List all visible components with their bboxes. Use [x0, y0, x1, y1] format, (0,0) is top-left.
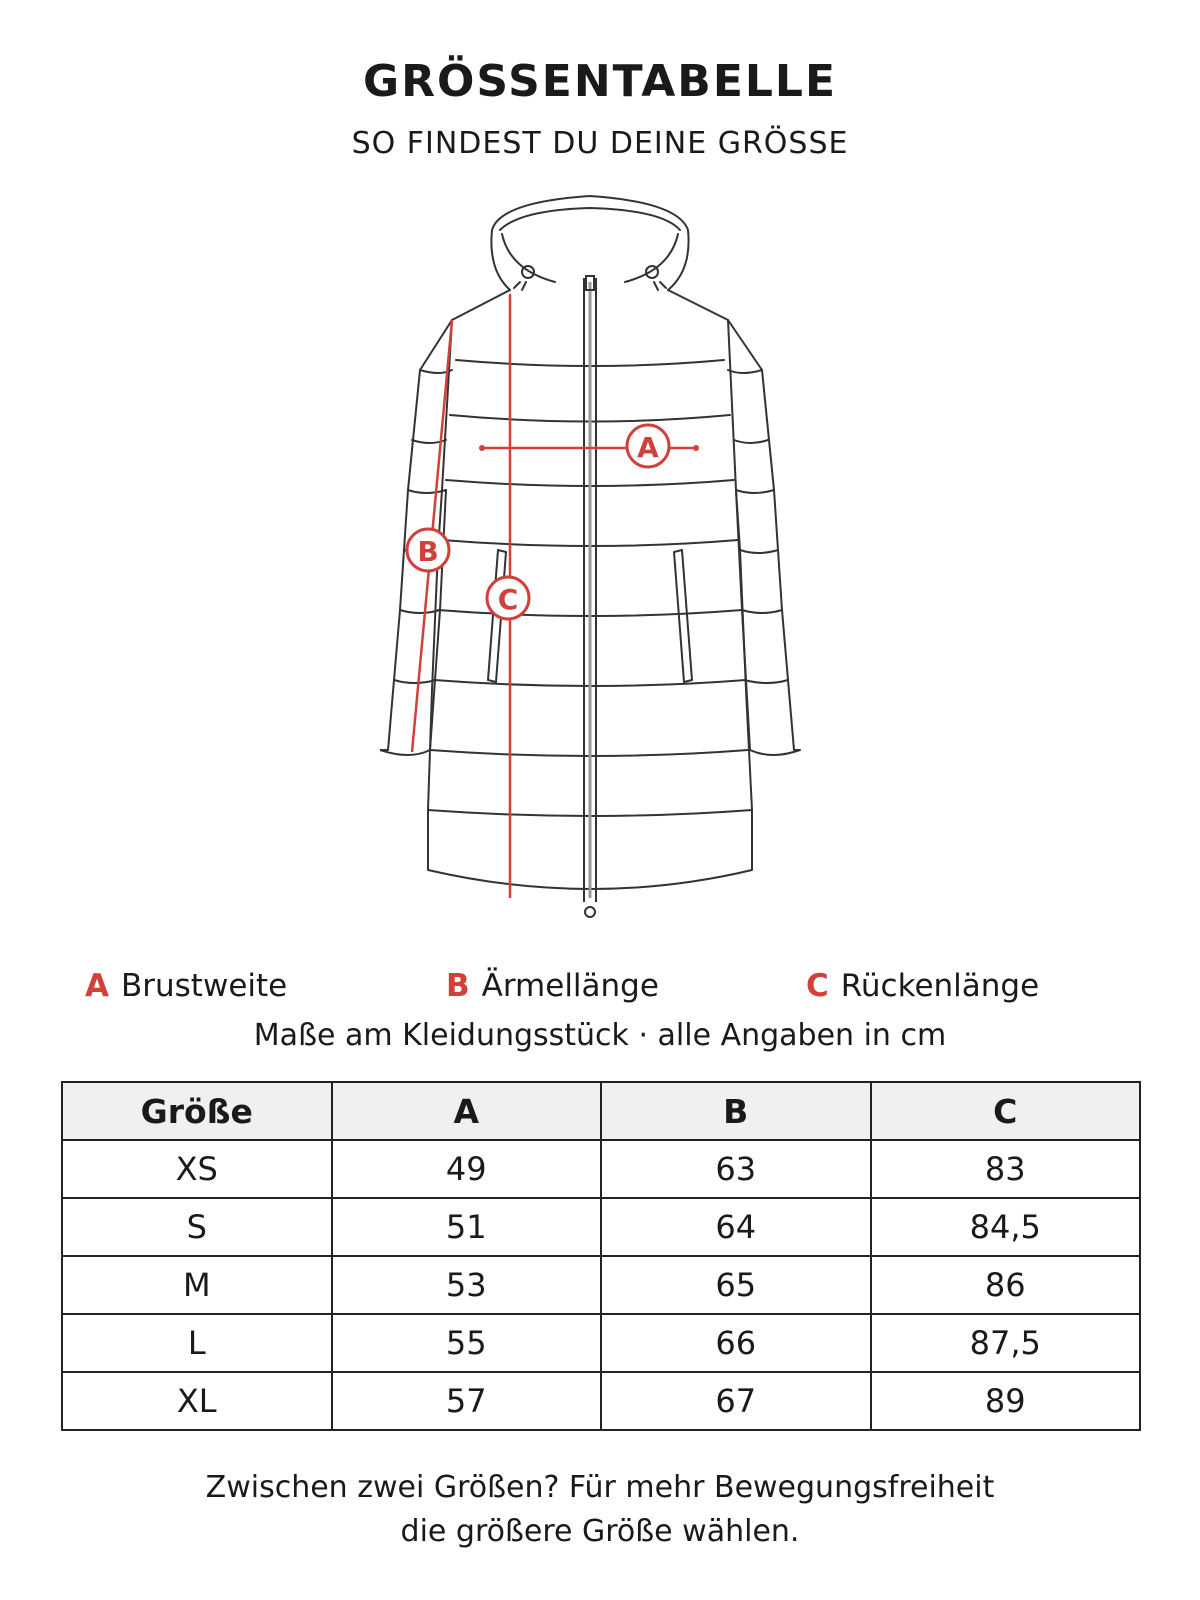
- table-cell: 89: [871, 1372, 1141, 1430]
- marker-c: C: [497, 583, 519, 616]
- legend-letter: C: [806, 968, 829, 1004]
- column-header: Größe: [62, 1082, 332, 1140]
- table-cell: 63: [601, 1140, 871, 1198]
- table-cell: 57: [332, 1372, 602, 1430]
- legend-label: Ärmellänge: [481, 968, 659, 1004]
- table-cell: 67: [601, 1372, 871, 1430]
- table-row: [62, 1372, 1140, 1430]
- column-header: C: [871, 1082, 1141, 1140]
- coat-drawing: [380, 190, 820, 940]
- footer-line: die größere Größe wählen.: [400, 1514, 800, 1549]
- legend-label: Rückenlänge: [840, 968, 1040, 1004]
- table-cell: 83: [871, 1140, 1141, 1198]
- page-title: GRÖSSENTABELLE: [362, 56, 838, 107]
- table-cell: 84,5: [871, 1198, 1141, 1256]
- measurement-marker-icon: [407, 425, 669, 619]
- table-cell: 66: [601, 1314, 871, 1372]
- column-header: B: [601, 1082, 871, 1140]
- table-row: [62, 1314, 1140, 1372]
- legend-letter: A: [85, 968, 109, 1004]
- table-cell: 55: [332, 1314, 602, 1372]
- legend-item-b: [446, 968, 659, 1004]
- table-row: [62, 1256, 1140, 1314]
- table-cell: 86: [871, 1256, 1141, 1314]
- table-cell: 49: [332, 1140, 602, 1198]
- table-cell: XL: [62, 1372, 332, 1430]
- table-cell: 87,5: [871, 1314, 1141, 1372]
- legend-label: Brustweite: [121, 968, 288, 1004]
- table-row: [62, 1198, 1140, 1256]
- table-cell: 65: [601, 1256, 871, 1314]
- table-cell: S: [62, 1198, 332, 1256]
- table-cell: M: [62, 1256, 332, 1314]
- table-header-row: [62, 1082, 1140, 1140]
- table-cell: 53: [332, 1256, 602, 1314]
- table-cell: 51: [332, 1198, 602, 1256]
- page-subtitle: SO FINDEST DU DEINE GRÖSSE: [351, 126, 849, 161]
- marker-a: A: [637, 431, 659, 464]
- legend: [0, 968, 1200, 1012]
- size-table: [61, 1081, 1141, 1431]
- table-cell: XS: [62, 1140, 332, 1198]
- legend-letter: B: [446, 968, 470, 1004]
- table-cell: 64: [601, 1198, 871, 1256]
- column-header: A: [332, 1082, 602, 1140]
- legend-item-a: [85, 968, 287, 1004]
- marker-b: B: [417, 535, 439, 568]
- table-row: [62, 1140, 1140, 1198]
- legend-item-c: [806, 968, 1039, 1004]
- table-cell: L: [62, 1314, 332, 1372]
- footer-line: Zwischen zwei Größen? Für mehr Bewegungsfreiheit: [205, 1470, 995, 1505]
- units-note: Maße am Kleidungsstück · alle Angaben in cm: [253, 1018, 947, 1053]
- footer-note: [0, 1466, 1200, 1554]
